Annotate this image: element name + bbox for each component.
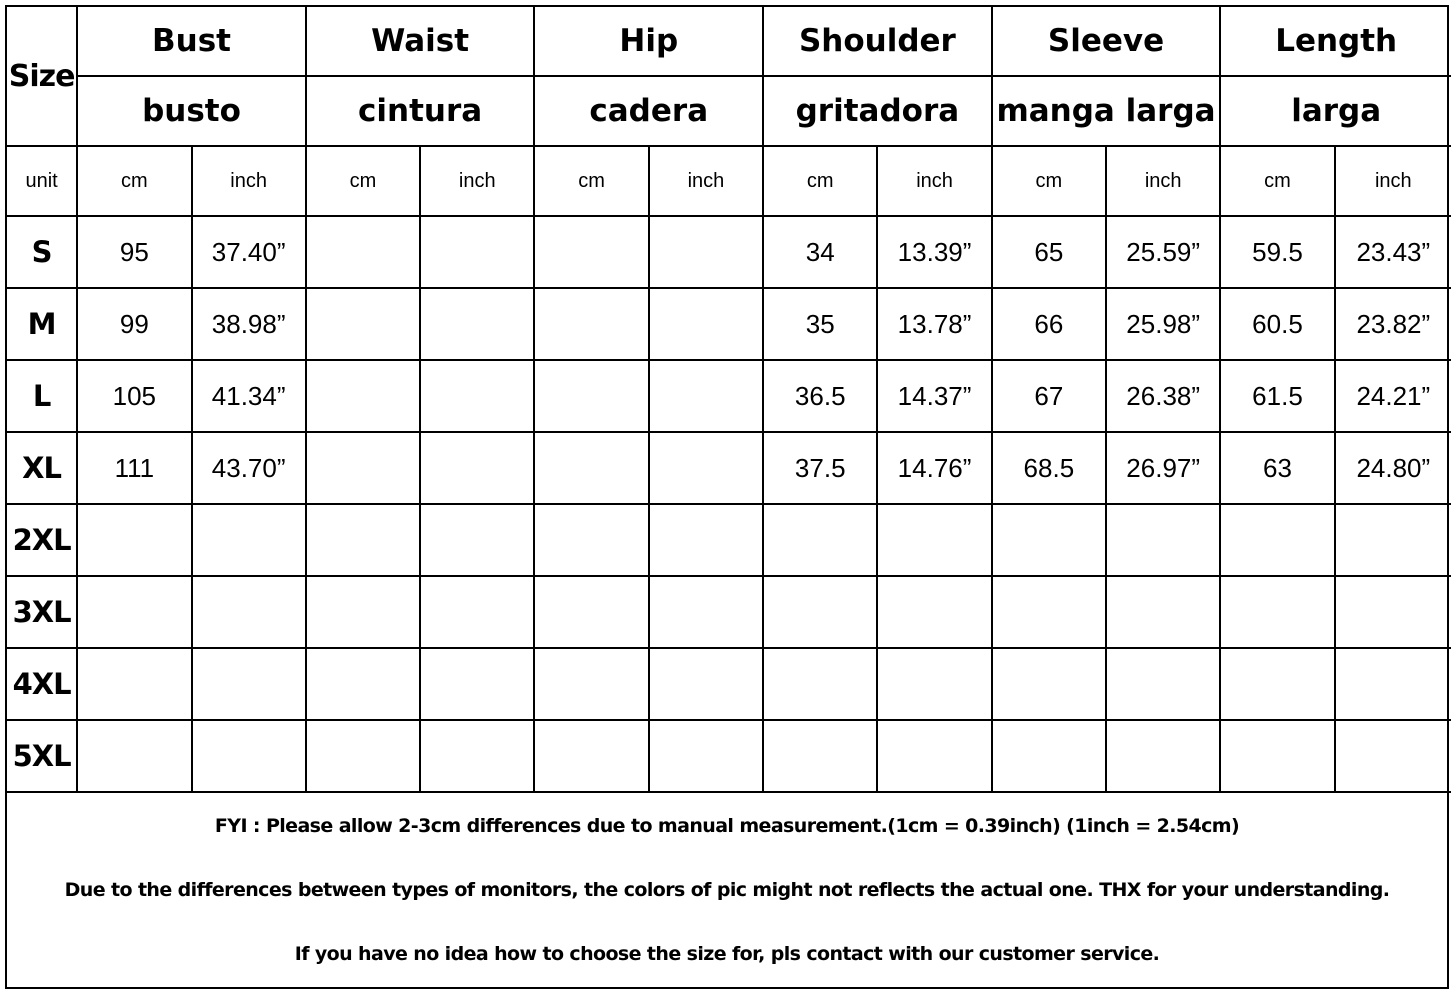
measurement-cell: 23.43” [1335,216,1451,288]
unit-cell: cm [763,146,877,216]
measurement-cell [534,360,648,432]
measurement-cell [1220,720,1334,792]
measurement-cell [420,216,534,288]
measurement-cell [1220,648,1334,720]
measurement-cell [534,576,648,648]
group-header-en: Length [1220,7,1451,76]
measurement-cell [1220,504,1334,576]
measurement-cell [877,576,991,648]
measurement-cell [306,504,420,576]
measurement-cell: 63 [1220,432,1334,504]
measurement-cell [306,432,420,504]
measurement-cell: 13.78” [877,288,991,360]
measurement-cell [192,720,306,792]
measurement-cell [192,504,306,576]
measurement-cell: 61.5 [1220,360,1334,432]
measurement-cell: 105 [77,360,191,432]
measurement-cell [992,720,1106,792]
measurement-cell [992,504,1106,576]
measurement-cell [763,576,877,648]
measurement-cell [306,720,420,792]
measurement-cell [877,648,991,720]
unit-cell: cm [992,146,1106,216]
size-label: XL [7,432,77,504]
measurement-cell: 37.5 [763,432,877,504]
unit-cell: cm [534,146,648,216]
measurement-cell [420,576,534,648]
note-contact-service: If you have no idea how to choose the size for, pls contact with our customer service. [294,943,1160,965]
size-label: 3XL [7,576,77,648]
measurement-cell [649,288,763,360]
table-row [7,216,1451,288]
measurement-cell [192,648,306,720]
measurement-cell: 65 [992,216,1106,288]
measurement-cell [649,504,763,576]
measurement-cell [534,288,648,360]
measurement-cell: 23.82” [1335,288,1451,360]
size-label: 2XL [7,504,77,576]
measurement-cell [1106,504,1220,576]
measurement-cell [420,288,534,360]
measurement-cell [306,288,420,360]
measurement-cell: 35 [763,288,877,360]
table-row [7,576,1451,648]
measurement-cell [649,432,763,504]
measurement-cell [534,504,648,576]
notes-section [7,791,1447,987]
measurement-cell [1335,720,1451,792]
measurement-cell [534,216,648,288]
group-header-es: gritadora [763,76,992,146]
measurement-cell [306,216,420,288]
measurement-cell: 67 [992,360,1106,432]
measurement-cell [1106,576,1220,648]
size-label: 5XL [7,720,77,792]
table-row [7,432,1451,504]
note-monitor-colors: Due to the differences between types of monitors, the colors of pic might not reflects the actual one. THX for your understanding. [64,879,1390,901]
measurement-cell: 34 [763,216,877,288]
measurement-cell: 25.59” [1106,216,1220,288]
measurement-cell [534,432,648,504]
measurement-cell [420,432,534,504]
measurement-cell [306,360,420,432]
unit-cell: inch [192,146,306,216]
measurement-cell: 68.5 [992,432,1106,504]
unit-cell: inch [1335,146,1451,216]
measurement-cell: 59.5 [1220,216,1334,288]
measurement-cell [192,576,306,648]
unit-cell: inch [420,146,534,216]
measurement-cell: 43.70” [192,432,306,504]
measurement-cell [649,216,763,288]
measurement-cell [1220,576,1334,648]
unit-row [7,146,1451,216]
measurement-cell [77,648,191,720]
measurement-cell: 38.98” [192,288,306,360]
measurement-cell [1335,576,1451,648]
measurement-cell [420,360,534,432]
table-row [7,288,1451,360]
unit-cell: cm [1220,146,1334,216]
measurement-cell: 99 [77,288,191,360]
note-measurement: FYI : Please allow 2-3cm differences due to manual measurement.(1cm = 0.39inch) (1inch = 2.54cm) [214,815,1240,837]
measurement-cell [1335,648,1451,720]
size-header: Size [7,7,77,146]
measurement-cell [77,576,191,648]
measurement-cell [763,720,877,792]
group-header-en: Bust [77,7,306,76]
measurement-cell [992,648,1106,720]
measurement-cell [77,720,191,792]
measurement-cell [763,648,877,720]
measurement-cell [306,576,420,648]
measurement-cell [649,360,763,432]
unit-label: unit [7,146,77,216]
measurement-cell: 14.37” [877,360,991,432]
size-label: S [7,216,77,288]
measurement-cell [1106,648,1220,720]
measurement-cell [420,648,534,720]
size-label: L [7,360,77,432]
measurement-cell [649,720,763,792]
group-header-es: larga [1220,76,1451,146]
size-label: 4XL [7,648,77,720]
measurement-cell [306,648,420,720]
measurement-cell [877,720,991,792]
table-row [7,504,1451,576]
measurement-cell [420,720,534,792]
size-label: M [7,288,77,360]
measurement-cell: 14.76” [877,432,991,504]
unit-cell: inch [649,146,763,216]
group-header-en: Shoulder [763,7,992,76]
size-chart [5,5,1449,989]
measurement-cell: 13.39” [877,216,991,288]
measurement-cell [534,648,648,720]
group-header-es: cadera [534,76,763,146]
measurement-cell: 66 [992,288,1106,360]
measurement-cell: 36.5 [763,360,877,432]
measurement-cell: 24.80” [1335,432,1451,504]
group-header-es: manga larga [992,76,1221,146]
measurement-cell: 25.98” [1106,288,1220,360]
unit-cell: cm [306,146,420,216]
header-row-en [7,7,1451,76]
measurement-cell: 26.38” [1106,360,1220,432]
measurement-cell [77,504,191,576]
table-row [7,720,1451,792]
measurement-cell: 26.97” [1106,432,1220,504]
unit-cell: cm [77,146,191,216]
measurement-cell [1106,720,1220,792]
size-table [7,7,1451,793]
measurement-cell: 95 [77,216,191,288]
table-row [7,360,1451,432]
group-header-es: cintura [306,76,535,146]
measurement-cell: 41.34” [192,360,306,432]
measurement-cell [877,504,991,576]
measurement-cell [649,648,763,720]
measurement-cell [763,504,877,576]
measurement-cell [1335,504,1451,576]
measurement-cell [649,576,763,648]
measurement-cell: 24.21” [1335,360,1451,432]
group-header-en: Sleeve [992,7,1221,76]
measurement-cell: 111 [77,432,191,504]
measurement-cell [992,576,1106,648]
measurement-cell [534,720,648,792]
unit-cell: inch [1106,146,1220,216]
measurement-cell [420,504,534,576]
measurement-cell: 60.5 [1220,288,1334,360]
unit-cell: inch [877,146,991,216]
measurement-cell: 37.40” [192,216,306,288]
group-header-en: Hip [534,7,763,76]
table-row [7,648,1451,720]
group-header-es: busto [77,76,306,146]
header-row-es [7,76,1451,146]
group-header-en: Waist [306,7,535,76]
